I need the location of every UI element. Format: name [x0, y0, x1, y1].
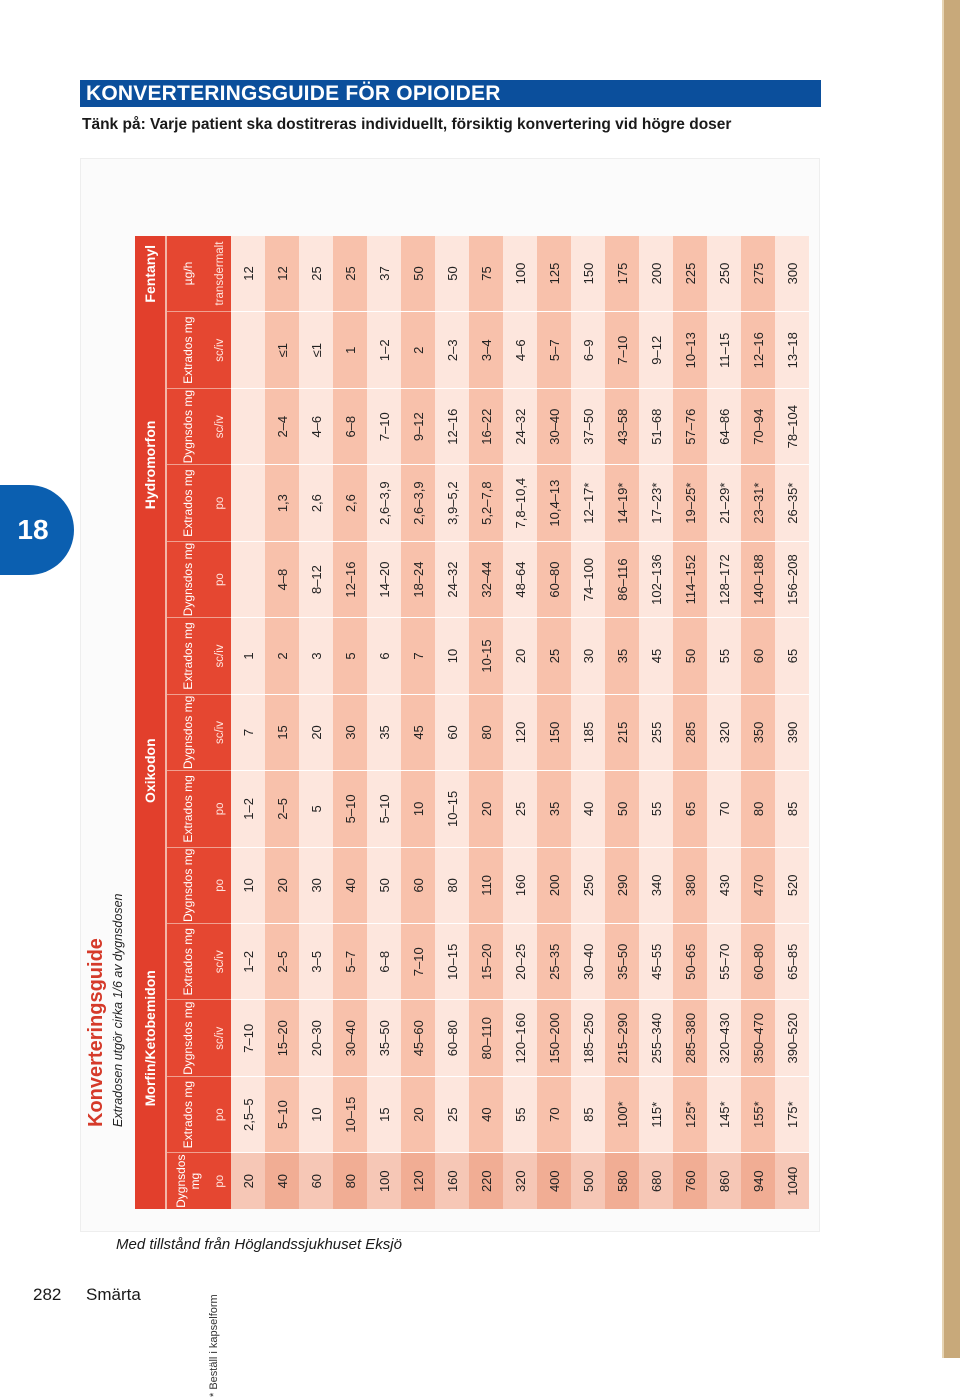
table-cell: 40	[265, 1153, 299, 1209]
route-cell: po	[209, 541, 231, 617]
table-cell: 10	[231, 847, 265, 923]
route-cell: sc/iv	[209, 694, 231, 770]
table-cell: 160	[435, 1153, 469, 1209]
table-cell: 12–16	[435, 388, 469, 464]
table-row	[503, 159, 537, 1209]
table-cell: 80	[435, 847, 469, 923]
table-cell: 24–32	[503, 388, 537, 464]
column-header: Extrados mg	[166, 924, 209, 1000]
table-row	[741, 159, 775, 1209]
table-row	[401, 159, 435, 1209]
table-cell: 100	[367, 1153, 401, 1209]
table-cell: 25	[503, 771, 537, 847]
table-cell: 60–80	[435, 1000, 469, 1076]
table-cell: 7–10	[605, 312, 639, 388]
table-cell: 15	[367, 1076, 401, 1152]
table-cell: 86–116	[605, 541, 639, 617]
table-cell: 115*	[639, 1076, 673, 1152]
table-cell: 10–13	[673, 312, 707, 388]
table-cell: 6–8	[333, 388, 367, 464]
table-cell: 45–55	[639, 924, 673, 1000]
column-header: Dygnsdos mg	[166, 1000, 209, 1076]
table-cell: 57–76	[673, 388, 707, 464]
table-cell: 125	[537, 236, 571, 312]
table-cell: 10,4–13	[537, 465, 571, 541]
table-cell: 114–152	[673, 541, 707, 617]
table-cell: 285–380	[673, 1000, 707, 1076]
table-cell: 1	[333, 312, 367, 388]
table-cell: 70	[707, 771, 741, 847]
table-cell: 30	[571, 618, 605, 694]
table-row	[435, 159, 469, 1209]
table-cell: 80	[469, 694, 503, 770]
footnote: * Beställ i kapselform	[208, 1294, 220, 1397]
table-cell: 102–136	[639, 541, 673, 617]
table-row	[605, 159, 639, 1209]
chapter-tab	[0, 485, 74, 575]
chapter-number: 18	[17, 514, 49, 545]
table-cell: 215	[605, 694, 639, 770]
table-cell: 30–40	[571, 924, 605, 1000]
table-cell: 25–35	[537, 924, 571, 1000]
table-row	[367, 159, 401, 1209]
table-cell: 350–470	[741, 1000, 775, 1076]
table-cell	[231, 388, 265, 464]
table-cell: 35–50	[367, 1000, 401, 1076]
table-cell: 12	[231, 236, 265, 312]
table-cell: 10–15	[435, 924, 469, 1000]
table-row	[537, 159, 571, 1209]
table-cell: 2–4	[265, 388, 299, 464]
table-row	[571, 159, 605, 1209]
table-cell: 128–172	[707, 541, 741, 617]
table-cell: 6	[367, 618, 401, 694]
table-cell: ≤1	[299, 312, 333, 388]
table-row	[265, 159, 299, 1209]
route-cell: po	[209, 847, 231, 923]
table-cell: 380	[673, 847, 707, 923]
table-cell: 12–16	[333, 541, 367, 617]
route-cell: po	[209, 465, 231, 541]
table-cell: 35	[605, 618, 639, 694]
table-cell: 50	[605, 771, 639, 847]
table-cell: 20	[401, 1076, 435, 1152]
table-cell: 350	[741, 694, 775, 770]
table-cell	[231, 312, 265, 388]
table-cell: 185–250	[571, 1000, 605, 1076]
table-cell: 5	[333, 618, 367, 694]
table-cell: 17–23*	[639, 465, 673, 541]
table-cell: 43–58	[605, 388, 639, 464]
table-cell: 50	[401, 236, 435, 312]
table-cell: 23–31*	[741, 465, 775, 541]
route-cell: sc/iv	[209, 924, 231, 1000]
table-cell: 10	[435, 618, 469, 694]
table-cell: 12–16	[741, 312, 775, 388]
group-header-row	[135, 159, 166, 1209]
table-cell: 12–17*	[571, 465, 605, 541]
table-cell: 580	[605, 1153, 639, 1209]
table-cell: 60–80	[537, 541, 571, 617]
column-header: Extrados mg	[166, 771, 209, 847]
table-cell: 860	[707, 1153, 741, 1209]
group-oxikodon: Oxikodon	[135, 618, 166, 924]
table-cell: 60	[299, 1153, 333, 1209]
table-cell: 125*	[673, 1076, 707, 1152]
table-cell: 220	[469, 1153, 503, 1209]
table-cell	[231, 541, 265, 617]
group-fentanyl: Fentanyl	[135, 236, 166, 312]
table-cell: 140–188	[741, 541, 775, 617]
page-number: 282	[33, 1285, 62, 1304]
table-cell: 185	[571, 694, 605, 770]
table-cell: 120	[401, 1153, 435, 1209]
table-cell: 4–6	[503, 312, 537, 388]
table-cell: 160	[503, 847, 537, 923]
group-hydromorfon: Hydromorfon	[135, 312, 166, 618]
table-cell: 65	[673, 771, 707, 847]
table-cell: 60	[435, 694, 469, 770]
table-cell: 5,2–7,8	[469, 465, 503, 541]
table-cell: 10	[401, 771, 435, 847]
table-cell: 6–9	[571, 312, 605, 388]
table-cell: 14–20	[367, 541, 401, 617]
table-cell: 275	[741, 236, 775, 312]
table-cell: 285	[673, 694, 707, 770]
table-cell: 4–8	[265, 541, 299, 617]
table-cell: 60–80	[741, 924, 775, 1000]
table-cell: 150	[571, 236, 605, 312]
table-cell: 15	[265, 694, 299, 770]
table-cell: 24–32	[435, 541, 469, 617]
table-cell: 80	[741, 771, 775, 847]
table-cell: 40	[333, 847, 367, 923]
table-cell: 55	[707, 618, 741, 694]
table-cell: 37–50	[571, 388, 605, 464]
table-cell: 45	[639, 618, 673, 694]
credit-line: Med tillstånd från Höglandssjukhuset Eksjö	[116, 1236, 402, 1253]
table-cell: 30	[299, 847, 333, 923]
column-header: Dygnsdos mg	[166, 541, 209, 617]
column-header: µg/h	[166, 236, 209, 312]
section-name: Smärta	[86, 1285, 141, 1304]
route-cell: transdermalt	[209, 236, 231, 312]
table-cell: 37	[367, 236, 401, 312]
table-cell: 320	[707, 694, 741, 770]
table-cell: 340	[639, 847, 673, 923]
table-cell: 6–8	[367, 924, 401, 1000]
table-cell: 3–4	[469, 312, 503, 388]
table-cell: 430	[707, 847, 741, 923]
table-cell: 85	[571, 1076, 605, 1152]
route-row	[209, 159, 231, 1209]
table-cell: 255–340	[639, 1000, 673, 1076]
table-cell: 25	[537, 618, 571, 694]
table-cell: 1,3	[265, 465, 299, 541]
table-cell: 5–7	[537, 312, 571, 388]
table-cell: 1–2	[231, 924, 265, 1000]
table-cell: 35	[537, 771, 571, 847]
table-cell: 55	[503, 1076, 537, 1152]
table-cell: 3	[299, 618, 333, 694]
table-cell: 2,6–3,9	[401, 465, 435, 541]
table-cell: 2	[265, 618, 299, 694]
table-cell: 3–5	[299, 924, 333, 1000]
table-cell: 2–5	[265, 924, 299, 1000]
table-row	[299, 159, 333, 1209]
table-cell: 45–60	[401, 1000, 435, 1076]
table-cell: 14–19*	[605, 465, 639, 541]
table-cell: 1	[231, 618, 265, 694]
conversion-table	[135, 159, 809, 1209]
table-cell	[231, 465, 265, 541]
table-cell: 120–160	[503, 1000, 537, 1076]
table-cell: 680	[639, 1153, 673, 1209]
table-cell: 100	[503, 236, 537, 312]
table-cell: 20	[503, 618, 537, 694]
table-cell: 2,6–3,9	[367, 465, 401, 541]
table-cell: 470	[741, 847, 775, 923]
table-cell: 5–10	[333, 771, 367, 847]
route-cell: sc/iv	[209, 312, 231, 388]
table-cell: 65	[775, 618, 809, 694]
column-header: Extrados mg	[166, 465, 209, 541]
route-cell: po	[209, 1076, 231, 1152]
table-cell: 255	[639, 694, 673, 770]
table-cell: 5–10	[367, 771, 401, 847]
table-cell: 25	[299, 236, 333, 312]
column-header: Extrados mg	[166, 312, 209, 388]
table-cell: 400	[537, 1153, 571, 1209]
table-cell: 500	[571, 1153, 605, 1209]
table-cell: 120	[503, 694, 537, 770]
column-header: Extrados mg	[166, 1076, 209, 1152]
table-cell: 9–12	[639, 312, 673, 388]
table-cell: 20–25	[503, 924, 537, 1000]
table-cell: 48–64	[503, 541, 537, 617]
table-cell: 60	[741, 618, 775, 694]
table-cell: 940	[741, 1153, 775, 1209]
table-cell: 7–10	[231, 1000, 265, 1076]
page-title: KONVERTERINGSGUIDE FÖR OPIOIDER	[80, 80, 821, 107]
table-cell: 10–15	[435, 771, 469, 847]
table-cell: 50	[673, 618, 707, 694]
table-cell: 2,6	[333, 465, 367, 541]
table-cell: 110	[469, 847, 503, 923]
table-cell: 2,6	[299, 465, 333, 541]
guide-title: Konverteringsguide	[85, 938, 107, 1127]
table-cell: 150–200	[537, 1000, 571, 1076]
table-cell: 390	[775, 694, 809, 770]
table-cell: 32–44	[469, 541, 503, 617]
table-row	[469, 159, 503, 1209]
table-cell: 7–10	[367, 388, 401, 464]
table-cell: 15–20	[265, 1000, 299, 1076]
table-cell: 85	[775, 771, 809, 847]
table-cell: 760	[673, 1153, 707, 1209]
table-cell: 300	[775, 236, 809, 312]
table-cell: 30–40	[333, 1000, 367, 1076]
column-header: Extrados mg	[166, 618, 209, 694]
table-cell: 20	[231, 1153, 265, 1209]
table-cell: 10–15	[333, 1076, 367, 1152]
table-cell: 20	[265, 847, 299, 923]
table-cell: 250	[707, 236, 741, 312]
table-cell: 225	[673, 236, 707, 312]
table-cell: 12	[265, 236, 299, 312]
table-cell: 1040	[775, 1153, 809, 1209]
table-cell: 51–68	[639, 388, 673, 464]
table-cell: 8–12	[299, 541, 333, 617]
table-cell: 55–70	[707, 924, 741, 1000]
table-cell: 390–520	[775, 1000, 809, 1076]
table-cell: 320	[503, 1153, 537, 1209]
table-cell: 50	[435, 236, 469, 312]
table-row	[673, 159, 707, 1209]
table-row	[707, 159, 741, 1209]
route-cell: po	[209, 771, 231, 847]
table-cell: 13–18	[775, 312, 809, 388]
table-cell: 80–110	[469, 1000, 503, 1076]
table-cell: 35–50	[605, 924, 639, 1000]
table-cell: 21–29*	[707, 465, 741, 541]
table-row	[775, 159, 809, 1209]
column-header: Dygnsdos mg	[166, 1153, 209, 1209]
table-cell: 2,5–5	[231, 1076, 265, 1152]
table-cell: 19–25*	[673, 465, 707, 541]
table-cell: 50–65	[673, 924, 707, 1000]
table-cell: 9–12	[401, 388, 435, 464]
table-cell: 215–290	[605, 1000, 639, 1076]
table-cell: 70	[537, 1076, 571, 1152]
table-cell: 10	[299, 1076, 333, 1152]
table-cell: 4–6	[299, 388, 333, 464]
table-cell: 16–22	[469, 388, 503, 464]
column-header: Dygnsdos mg	[166, 388, 209, 464]
table-cell: 20	[469, 771, 503, 847]
guide-note: Extradosen utgör cirka 1/6 av dygnsdosen	[111, 893, 125, 1127]
table-cell: 7	[231, 694, 265, 770]
table-cell: 25	[435, 1076, 469, 1152]
table-cell: 74–100	[571, 541, 605, 617]
rotated-guide	[81, 159, 801, 1209]
table-cell: 26–35*	[775, 465, 809, 541]
route-cell: sc/iv	[209, 1000, 231, 1076]
table-row	[231, 159, 265, 1209]
table-cell: 65–85	[775, 924, 809, 1000]
footnote-wrap	[208, 1294, 228, 1397]
table-cell: 5–7	[333, 924, 367, 1000]
table-cell: 55	[639, 771, 673, 847]
side-strip-line	[942, 0, 944, 1358]
column-header: Dygnsdos mg	[166, 694, 209, 770]
table-cell: 18–24	[401, 541, 435, 617]
table-cell: 20–30	[299, 1000, 333, 1076]
table-cell: 520	[775, 847, 809, 923]
table-cell: 64–86	[707, 388, 741, 464]
side-strip	[944, 0, 960, 1358]
column-header: Dygnsdos mg	[166, 847, 209, 923]
table-cell: 150	[537, 694, 571, 770]
table-cell: 1–2	[231, 771, 265, 847]
table-cell: 75	[469, 236, 503, 312]
table-cell: 30–40	[537, 388, 571, 464]
table-cell: 40	[571, 771, 605, 847]
table-cell: 40	[469, 1076, 503, 1152]
table-cell: ≤1	[265, 312, 299, 388]
table-cell: 80	[333, 1153, 367, 1209]
table-cell: 156–208	[775, 541, 809, 617]
route-cell: po	[209, 1153, 231, 1209]
table-cell: 45	[401, 694, 435, 770]
group-spacer	[135, 1153, 166, 1209]
table-cell: 175*	[775, 1076, 809, 1152]
table-cell: 5–10	[265, 1076, 299, 1152]
table-cell: 290	[605, 847, 639, 923]
page-subtitle: Tänk på: Varje patient ska dostitreras individuellt, försiktig konvertering vid högre doser	[82, 116, 732, 133]
route-cell: sc/iv	[209, 388, 231, 464]
group-morfin: Morfin/Ketobemidon	[135, 924, 166, 1153]
table-cell: 155*	[741, 1076, 775, 1152]
table-cell: 30	[333, 694, 367, 770]
table-cell: 10-15	[469, 618, 503, 694]
table-row	[639, 159, 673, 1209]
table-cell: 50	[367, 847, 401, 923]
table-cell: 100*	[605, 1076, 639, 1152]
table-cell: 11–15	[707, 312, 741, 388]
table-cell: 175	[605, 236, 639, 312]
table-cell: 60	[401, 847, 435, 923]
table-cell: 20	[299, 694, 333, 770]
table-cell: 2–3	[435, 312, 469, 388]
table-row	[333, 159, 367, 1209]
table-cell: 2	[401, 312, 435, 388]
table-cell: 70–94	[741, 388, 775, 464]
table-cell: 2–5	[265, 771, 299, 847]
table-cell: 250	[571, 847, 605, 923]
table-cell: 15–20	[469, 924, 503, 1000]
table-cell: 145*	[707, 1076, 741, 1152]
table-cell: 200	[537, 847, 571, 923]
table-cell: 7–10	[401, 924, 435, 1000]
table-cell: 200	[639, 236, 673, 312]
table-cell: 25	[333, 236, 367, 312]
route-cell: sc/iv	[209, 618, 231, 694]
table-body	[231, 159, 809, 1209]
table-cell: 3,9–5,2	[435, 465, 469, 541]
table-cell: 7,8–10,4	[503, 465, 537, 541]
table-cell: 5	[299, 771, 333, 847]
table-cell: 7	[401, 618, 435, 694]
table-cell: 78–104	[775, 388, 809, 464]
sub-header-row	[166, 159, 209, 1209]
table-cell: 1–2	[367, 312, 401, 388]
table-cell: 320–430	[707, 1000, 741, 1076]
table-cell: 35	[367, 694, 401, 770]
